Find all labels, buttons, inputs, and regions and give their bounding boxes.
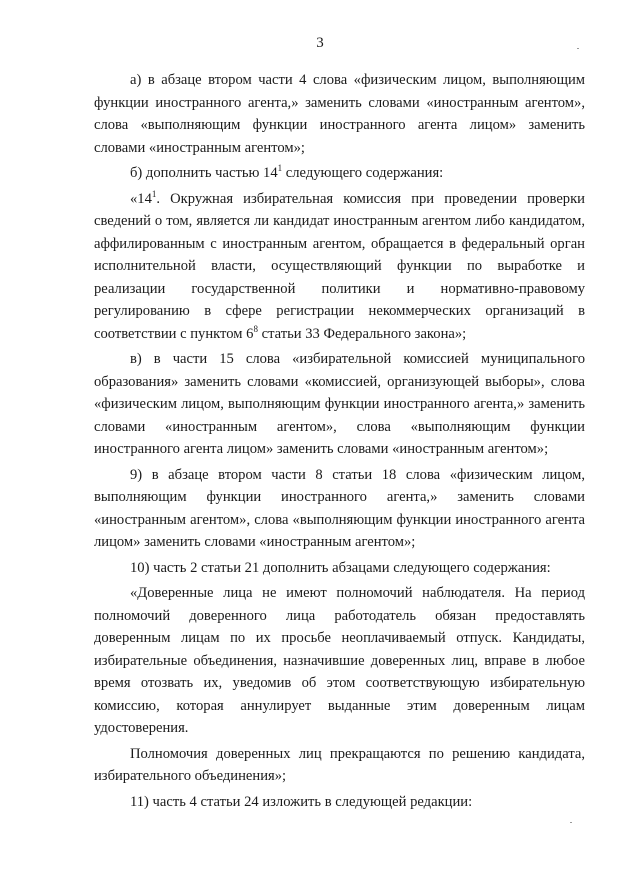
document-body <box>94 69 585 813</box>
superscript: 1 <box>151 188 157 199</box>
paragraph-14-1-start: «14 <box>130 190 152 207</box>
paragraph-10: 10) часть 2 статьи 21 дополнить абзацами следующего содержания: <box>130 559 551 576</box>
scan-speck <box>570 822 572 823</box>
paragraph-14-1-body: . Окружная избирательная комиссия при проведении проверки сведений о том, является ли кандидат иностранным агентом либо кандидатом, аффилированным с иностранным агентом, обращается в федеральный орган исполнительной власти, осуществляющий функции по выработке и реализации государственной политики и нормативно-правовому регулированию в сфере регистрации некоммерческих организаций в соответствии с пунктом 6 <box>94 190 585 342</box>
superscript: 8 <box>253 323 258 334</box>
paragraph-powers-termination: Полномочия доверенных лиц прекращаются по решению кандидата, избирательного объединения»; <box>94 745 585 784</box>
paragraph-b-text: б) дополнить частью 14 <box>130 165 278 181</box>
paragraph-14-1-end: статьи 33 Федерального закона»; <box>257 325 467 342</box>
paragraph-trusted-persons: «Доверенные лица не имеют полномочий наблюдателя. На период полномочий доверенного лица работодатель обязан предоставлять доверенным лицам по их просьбе неоплачиваемый отпуск. Кандидаты, избирательные объединения, назначившие доверенных лиц, вправе в любое время отозвать их, уведомив об этом соответствующую избирательную комиссию, которая аннулирует выданные этим доверенным лицам удостоверения. <box>94 585 585 736</box>
page-number: 3 <box>316 35 324 51</box>
paragraph-a: а) в абзаце втором части 4 слова «физическим лицом, выполняющим функции иностранного агента,» заменить словами «иностранным агентом», слова «выполняющим функции иностранного агента лицом» заменить словами «иностранным агентом»; <box>94 72 585 156</box>
scan-speck <box>577 48 579 49</box>
superscript: 1 <box>277 163 283 173</box>
paragraph-b-text-end: следующего содержания: <box>282 165 444 181</box>
paragraph-14-1 <box>94 188 585 346</box>
paragraph-v: в) в части 15 слова «избирательной комиссией муниципального образования» заменить словами «комиссией, организующей выборы», слова «физическим лицом, выполняющим функции иностранного агента,» заменить словами «иностранным агентом», слова «выполняющим функции иностранного агента лицом» заменить словами «иностранным агентом»; <box>94 351 585 457</box>
paragraph-b <box>94 162 585 185</box>
paragraph-11: 11) часть 4 статьи 24 изложить в следующей редакции: <box>130 793 473 810</box>
paragraph-9: 9) в абзаце втором части 8 статьи 18 слова «физическим лицом, выполняющим функции иностранного агента,» заменить словами «иностранным агентом», слова «выполняющим функции иностранного агента лицом» заменить словами «иностранным агентом»; <box>94 466 585 550</box>
